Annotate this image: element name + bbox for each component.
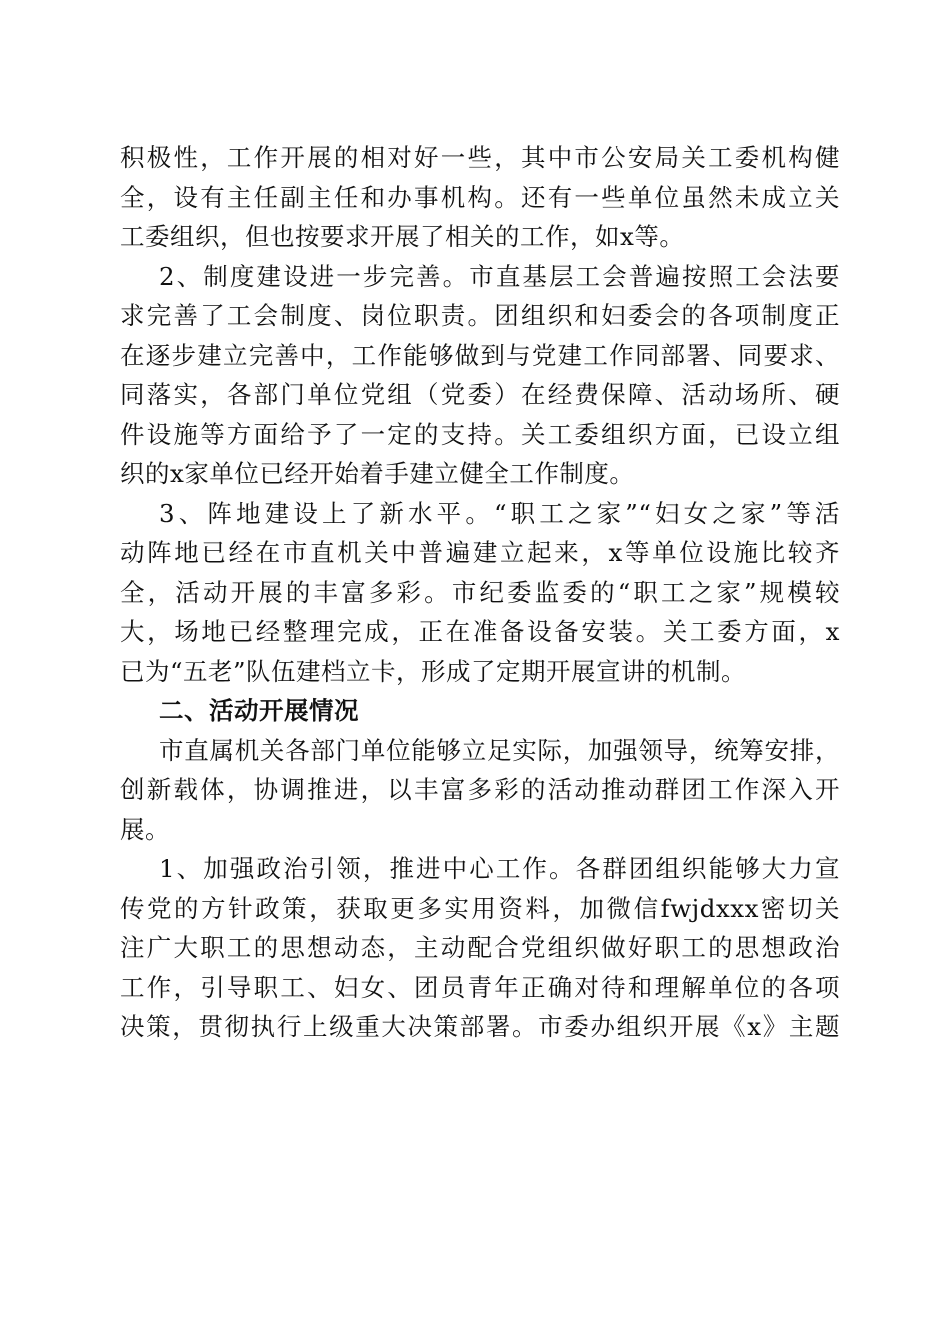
text-line: 在逐步建立完善中，工作能够做到与党建工作同部署、同要求、 [120, 340, 840, 370]
paragraph-start-line: 3、阵地建设上了新水平。“职工之家”“妇女之家”等活 [159, 498, 840, 528]
text-line: 件设施等方面给予了一定的支持。关工委组织方面，已设立组 [120, 419, 840, 449]
text-line: 动阵地已经在市直机关中普遍建立起来，x等单位设施比较齐 [120, 538, 840, 567]
section-heading: 二、活动开展情况 [159, 696, 359, 725]
text-line: 全，设有主任副主任和办事机构。还有一些单位虽然未成立关 [120, 182, 840, 212]
paragraph-start-line: 2、制度建设进一步完善。市直基层工会普遍按照工会法要 [159, 261, 840, 291]
text-line: 工委组织，但也按要求开展了相关的工作，如x等。 [120, 222, 685, 251]
document-body [120, 138, 840, 1047]
text-line: 积极性，工作开展的相对好一些，其中市公安局关工委机构健 [120, 143, 840, 172]
text-line: 已为“五老”队伍建档立卡，形成了定期开展宣讲的机制。 [120, 656, 747, 686]
text-line: 传党的方针政策，获取更多实用资料，加微信fwjdxxx密切关 [120, 893, 840, 923]
paragraph-start-line: 1、加强政治引领，推进中心工作。各群团组织能够大力宣 [159, 854, 840, 883]
text-line: 决策，贯彻执行上级重大决策部署。市委办组织开展《x》主题 [120, 1012, 840, 1041]
text-line: 求完善了工会制度、岗位职责。团组织和妇委会的各项制度正 [120, 301, 840, 330]
text-line: 注广大职工的思想动态，主动配合党组织做好职工的思想政治 [120, 933, 840, 962]
text-line: 全，活动开展的丰富多彩。市纪委监委的“职工之家”规模较 [120, 577, 840, 607]
text-line: 同落实，各部门单位党组（党委）在经费保障、活动场所、硬 [120, 380, 840, 409]
paragraph-start-line: 市直属机关各部门单位能够立足实际，加强领导，统筹安排， [159, 735, 840, 765]
text-line: 创新载体，协调推进，以丰富多彩的活动推动群团工作深入开 [120, 775, 840, 804]
text-line: 织的x家单位已经开始着手建立健全工作制度。 [120, 459, 635, 488]
text-line: 工作，引导职工、妇女、团员青年正确对待和理解单位的各项 [120, 972, 840, 1002]
text-line: 展。 [120, 814, 170, 844]
text-line: 大，场地已经整理完成，正在准备设备安装。关工委方面，x [120, 617, 840, 646]
